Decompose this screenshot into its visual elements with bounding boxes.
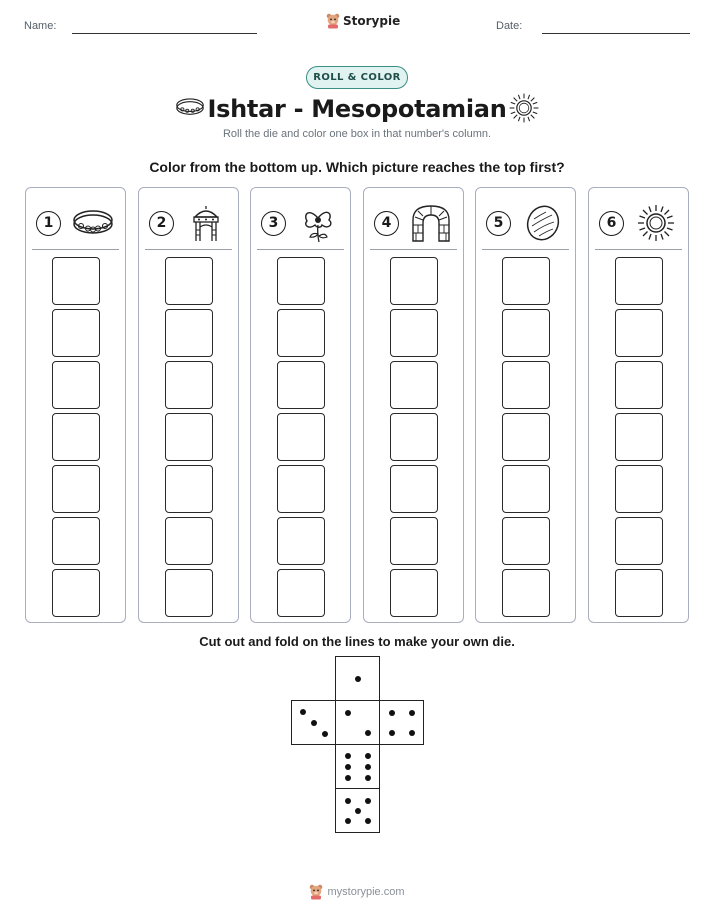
die-pip (409, 710, 415, 716)
ring-bracelet-icon (174, 94, 206, 122)
die-pip (365, 775, 371, 781)
name-label: Name: (24, 20, 57, 32)
color-box[interactable] (502, 309, 550, 357)
color-box[interactable] (502, 257, 550, 305)
die-pip (345, 710, 351, 716)
subtitle: Roll the die and color one box in that number's column. (222, 128, 492, 140)
color-box[interactable] (615, 413, 663, 461)
page-title (170, 92, 544, 126)
column-number: 1 (36, 211, 61, 236)
instruction: Color from the bottom up. Which picture reaches the top first? (149, 159, 565, 175)
die-pip (345, 753, 351, 759)
color-box[interactable] (615, 517, 663, 565)
column-1 (25, 187, 126, 623)
storypie-mascot-icon (309, 884, 323, 900)
sun-icon (508, 92, 540, 124)
column-divider (145, 249, 232, 250)
die-pip (322, 731, 328, 737)
color-box[interactable] (390, 361, 438, 409)
die-pip (345, 775, 351, 781)
storypie-mascot-icon (326, 13, 340, 29)
column-4 (363, 187, 464, 623)
color-box[interactable] (277, 309, 325, 357)
poppy-flower-icon (295, 203, 341, 243)
color-box[interactable] (277, 569, 325, 617)
die-pip (311, 720, 317, 726)
die-pip (389, 710, 395, 716)
color-box[interactable] (52, 413, 100, 461)
name-line[interactable] (72, 33, 257, 34)
column-3 (250, 187, 351, 623)
column-6 (588, 187, 689, 623)
color-box[interactable] (390, 465, 438, 513)
color-box[interactable] (165, 257, 213, 305)
color-box[interactable] (502, 413, 550, 461)
color-box[interactable] (615, 465, 663, 513)
die-pip (345, 764, 351, 770)
color-box[interactable] (52, 517, 100, 565)
die-face-three (291, 700, 336, 745)
color-box[interactable] (390, 309, 438, 357)
color-box[interactable] (277, 413, 325, 461)
brand-name: Storypie (343, 14, 401, 28)
color-box[interactable] (165, 517, 213, 565)
column-divider (482, 249, 569, 250)
die-pip (365, 818, 371, 824)
color-box[interactable] (165, 569, 213, 617)
die-pip (365, 730, 371, 736)
stone-arch-icon (408, 203, 454, 243)
die-face-six (335, 744, 380, 789)
color-box[interactable] (615, 361, 663, 409)
temple-gate-icon (183, 203, 229, 243)
color-box[interactable] (165, 413, 213, 461)
column-5 (475, 187, 576, 623)
die-pip (355, 676, 361, 682)
column-divider (370, 249, 457, 250)
ring-bracelet-icon (70, 203, 116, 243)
color-box[interactable] (165, 465, 213, 513)
color-box[interactable] (502, 517, 550, 565)
column-divider (32, 249, 119, 250)
column-number: 2 (149, 211, 174, 236)
column-number: 6 (599, 211, 624, 236)
die-pip (300, 709, 306, 715)
die-pip (345, 798, 351, 804)
color-box[interactable] (390, 257, 438, 305)
color-box[interactable] (52, 361, 100, 409)
color-box[interactable] (52, 257, 100, 305)
color-box[interactable] (52, 309, 100, 357)
title-text: Ishtar - Mesopotamian (207, 95, 507, 123)
color-box[interactable] (52, 569, 100, 617)
sun-icon (636, 203, 676, 243)
color-box[interactable] (52, 465, 100, 513)
die-face-five (335, 788, 380, 833)
die-face-two (335, 700, 380, 745)
die-face-one (335, 656, 380, 701)
color-box[interactable] (502, 569, 550, 617)
die-pip (345, 818, 351, 824)
column-divider (257, 249, 344, 250)
color-box[interactable] (502, 361, 550, 409)
color-box[interactable] (390, 569, 438, 617)
column-2 (138, 187, 239, 623)
color-box[interactable] (277, 465, 325, 513)
column-number: 3 (261, 211, 286, 236)
footer-url[interactable]: mystorypie.com (327, 886, 405, 898)
color-box[interactable] (277, 257, 325, 305)
die-pip (355, 808, 361, 814)
column-number: 5 (486, 211, 511, 236)
color-box[interactable] (390, 413, 438, 461)
color-box[interactable] (390, 517, 438, 565)
color-box[interactable] (615, 309, 663, 357)
die-face-four (379, 700, 424, 745)
color-box[interactable] (165, 309, 213, 357)
column-divider (595, 249, 682, 250)
color-box[interactable] (277, 361, 325, 409)
cut-instruction: Cut out and fold on the lines to make your own die. (199, 634, 515, 649)
roll-color-badge: ROLL & COLOR (306, 66, 408, 89)
date-line[interactable] (542, 33, 690, 34)
die-pip (365, 764, 371, 770)
column-number: 4 (374, 211, 399, 236)
storypie-logo (326, 13, 400, 29)
die-pip (365, 798, 371, 804)
color-box[interactable] (165, 361, 213, 409)
color-box[interactable] (502, 465, 550, 513)
die-pip (365, 753, 371, 759)
date-label: Date: (496, 20, 523, 32)
die-pip (409, 730, 415, 736)
color-box[interactable] (277, 517, 325, 565)
date-fruit-icon (520, 203, 566, 243)
footer (0, 884, 714, 900)
die-pip (389, 730, 395, 736)
color-box[interactable] (615, 257, 663, 305)
color-box[interactable] (615, 569, 663, 617)
